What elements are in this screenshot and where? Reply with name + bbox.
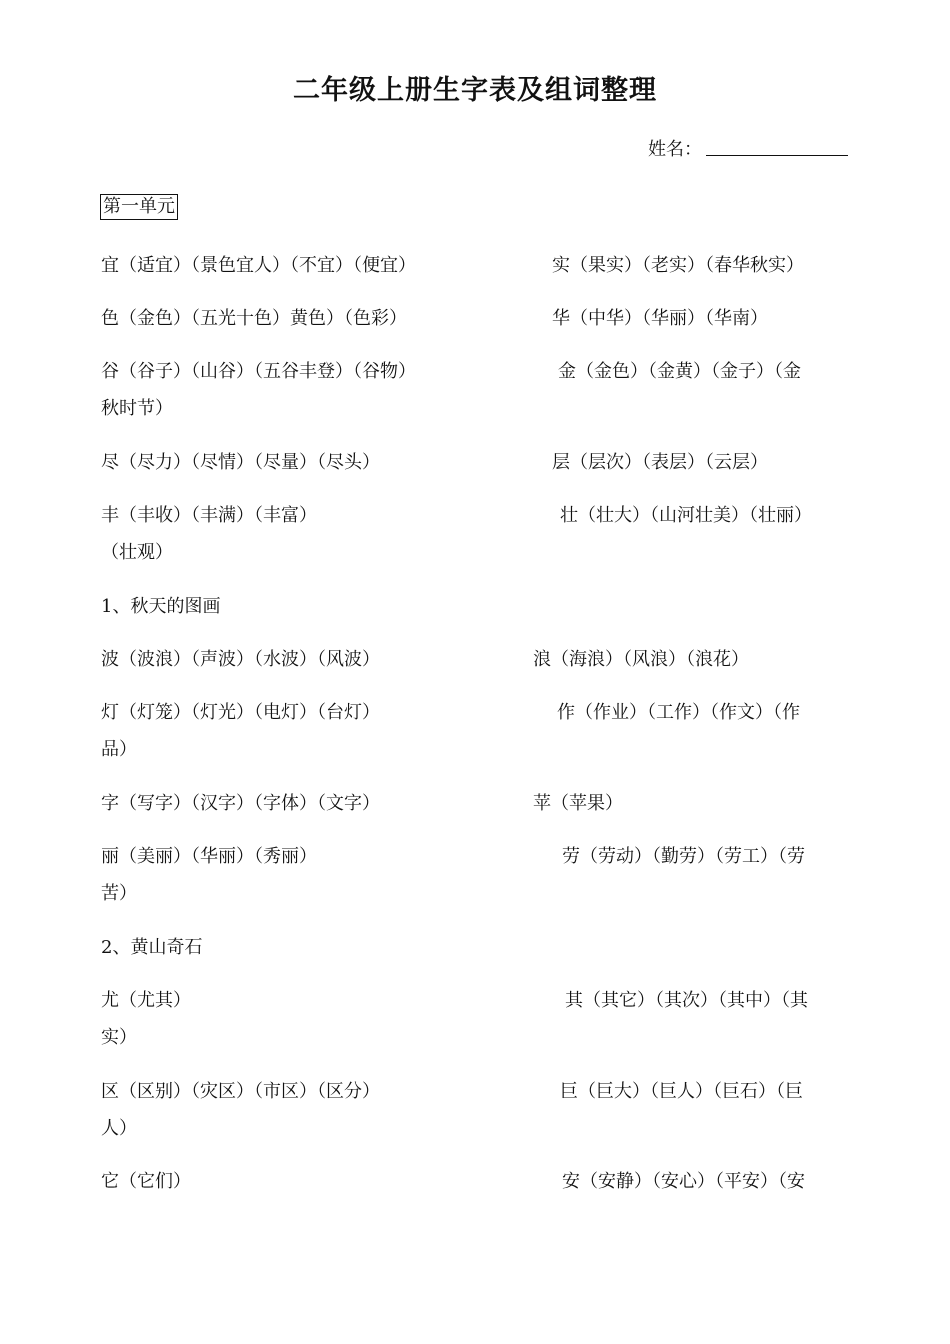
vocab-entry-left: 字（写字）（汉字）（字体）（文字） bbox=[101, 793, 380, 814]
name-label: 姓名： bbox=[648, 139, 702, 160]
vocab-entry-right: 壮（壮大）（山河壮美）（壮丽） bbox=[560, 505, 812, 526]
vocab-entry-continuation: 苦） bbox=[101, 883, 137, 904]
vocab-entry-right: 作（作业）（工作）（作文）（作 bbox=[557, 702, 800, 723]
vocab-entry-right: 华（中华）（华丽）（华南） bbox=[552, 308, 768, 329]
vocab-entry-right: 劳（劳动）（勤劳）（劳工）（劳 bbox=[562, 846, 805, 867]
vocab-entry-right: 苹（苹果） bbox=[533, 793, 623, 814]
vocab-entry-right: 实（果实）（老实）（春华秋实） bbox=[552, 255, 804, 276]
vocab-entry-left: 丽（美丽）（华丽）（秀丽） bbox=[101, 846, 317, 867]
vocab-entry-continuation: 实） bbox=[101, 1027, 137, 1048]
vocab-entry-right: 安（安静）（安心）（平安）（安 bbox=[562, 1171, 805, 1192]
vocab-entry-right: 其（其它）（其次）（其中）（其 bbox=[565, 990, 808, 1011]
vocab-entry-left: 丰（丰收）（丰满）（丰富） bbox=[101, 505, 317, 526]
vocab-entry-continuation: 品） bbox=[101, 739, 137, 760]
vocab-entry-right: 浪（海浪）（风浪）（浪花） bbox=[533, 649, 749, 670]
vocab-entry-left: 它（它们） bbox=[101, 1171, 191, 1192]
page-title: 二年级上册生字表及组词整理 bbox=[293, 75, 657, 106]
vocab-entry-left: 尤（尤其） bbox=[101, 990, 191, 1011]
vocab-entry-left: 谷（谷子）（山谷）（五谷丰登）（谷物） bbox=[101, 361, 416, 382]
vocab-entry-left: 波（波浪）（声波）（水波）（风波） bbox=[101, 649, 380, 670]
unit-heading: 第一单元 bbox=[100, 194, 178, 220]
vocab-entry-right: 金（金色）（金黄）（金子）（金 bbox=[558, 361, 801, 382]
vocab-entry-left: 区（区别）（灾区）（市区）（区分） bbox=[101, 1081, 380, 1102]
name-blank-line bbox=[706, 133, 848, 156]
vocab-entry-left: 灯（灯笼）（灯光）（电灯）（台灯） bbox=[101, 702, 380, 723]
lesson-heading: 1、秋天的图画 bbox=[101, 596, 221, 617]
vocab-entry-right: 层（层次）（表层）（云层） bbox=[552, 452, 768, 473]
lesson-heading: 2、黄山奇石 bbox=[101, 937, 203, 958]
vocab-entry-left: 色（金色）（五光十色）黄色）（色彩） bbox=[101, 308, 407, 329]
vocab-entry-continuation: 人） bbox=[101, 1118, 137, 1139]
vocab-entry-right: 巨（巨大）（巨人）（巨石）（巨 bbox=[560, 1081, 803, 1102]
vocab-entry-continuation: 秋时节） bbox=[101, 398, 173, 419]
vocab-entry-left: 宜（适宜）（景色宜人）（不宜）（便宜） bbox=[101, 255, 416, 276]
vocab-entry-continuation: （壮观） bbox=[101, 542, 173, 563]
vocab-entry-left: 尽（尽力）（尽情）（尽量）（尽头） bbox=[101, 452, 380, 473]
